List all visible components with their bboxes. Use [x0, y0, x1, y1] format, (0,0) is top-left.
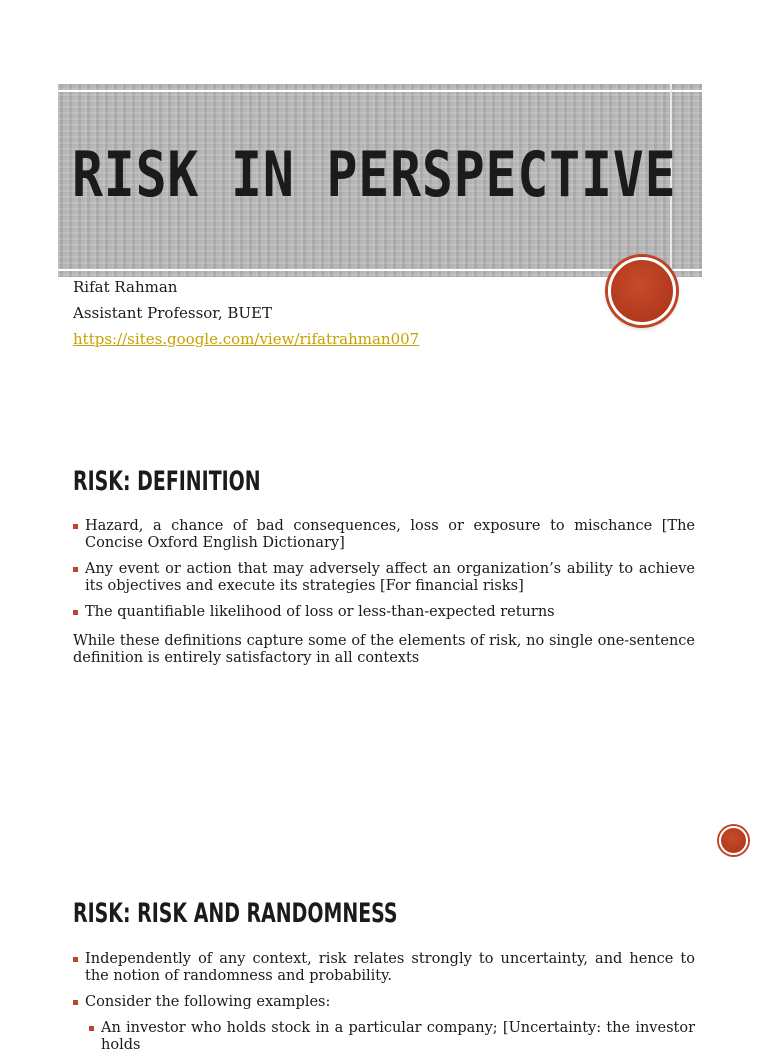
author-role: Assistant Professor, BUET — [73, 304, 272, 322]
list-item: Hazard, a chance of bad consequences, loss or exposure to mischance [The Concise Oxford English Dictionary] — [73, 518, 695, 552]
randomness-bullet-list — [73, 951, 695, 1063]
list-item: Consider the following examples: — [73, 994, 695, 1011]
list-item: The quantifiable likelihood of loss or less-than-expected returns — [73, 604, 695, 621]
author-website-link[interactable]: https://sites.google.com/view/rifatrahman007 — [73, 330, 420, 348]
definition-paragraph: While these definitions capture some of the elements of risk, no single one-sentence definition is entirely satisfactory in all contexts — [73, 633, 695, 666]
title-band-bottom-line — [58, 269, 702, 271]
list-item: Independently of any context, risk relates strongly to uncertainty, and hence to the notion of randomness and probability. — [73, 951, 695, 985]
accent-circle-small — [719, 826, 748, 855]
author-name: Rifat Rahman — [73, 278, 178, 296]
list-item: Any event or action that may adversely affect an organization’s ability to achieve its objectives and execute its strategies [For financial risks] — [73, 561, 695, 595]
title-slide — [0, 0, 768, 400]
definition-heading: RISK: DEFINITION — [73, 466, 261, 497]
randomness-heading: RISK: RISK AND RANDOMNESS — [73, 898, 398, 929]
definition-bullet-list — [73, 518, 695, 630]
accent-circle — [608, 257, 676, 325]
title-band-top-line — [58, 90, 702, 92]
presentation-title: RISK IN PERSPECTIVE — [72, 138, 677, 211]
list-item: An investor who holds stock in a particular company; [Uncertainty: the investor holds — [89, 1020, 695, 1054]
